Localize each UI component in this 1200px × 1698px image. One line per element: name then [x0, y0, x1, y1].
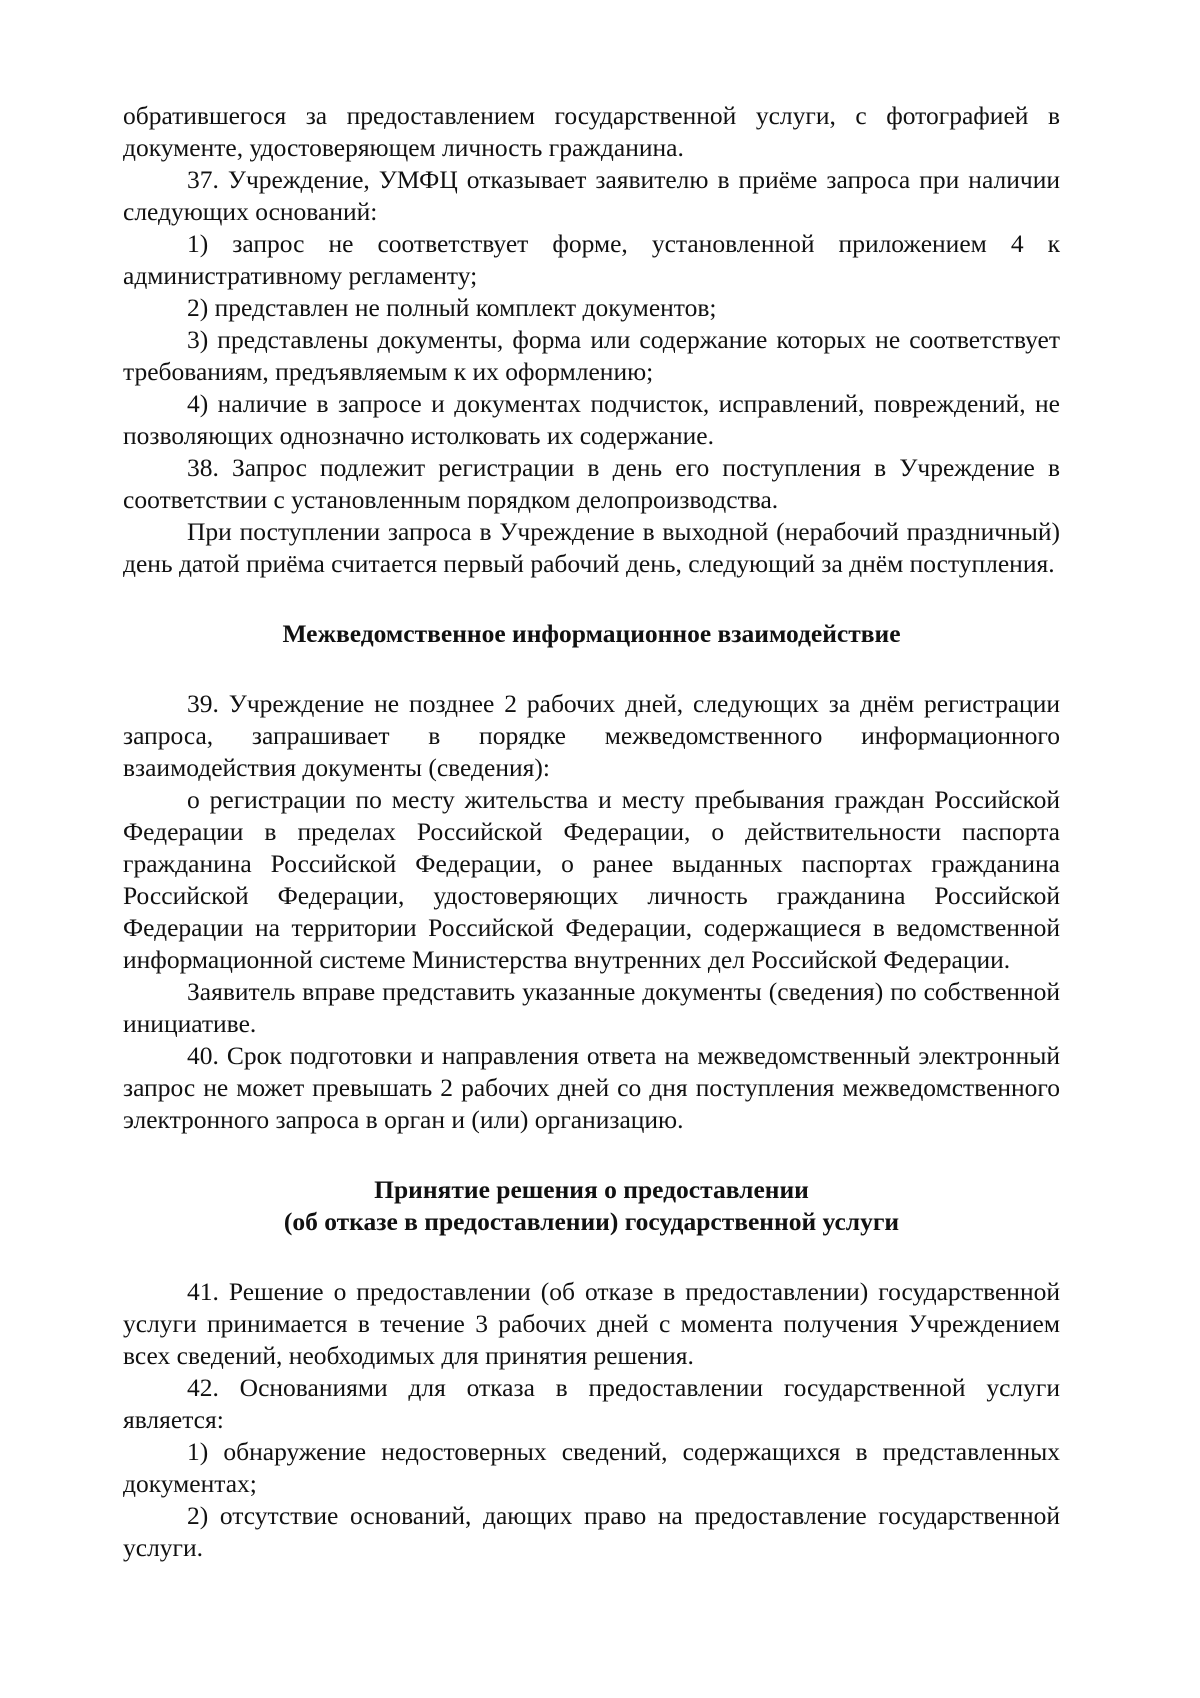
paragraph-37-item-2: 2) представлен не полный комплект документов;	[187, 293, 717, 322]
paragraph-38-holiday: При поступлении запроса в Учреждение в выходной (нерабочий праздничный) день датой приёма считается первый рабочий день, следующий за днём поступления.	[123, 517, 1060, 578]
paragraph-37-item-1: 1) запрос не соответствует форме, установленной приложением 4 к административному регламенту;	[123, 229, 1060, 290]
paragraph-39-applicant: Заявитель вправе представить указанные документы (сведения) по собственной инициативе.	[123, 977, 1060, 1038]
paragraph-37-item-4: 4) наличие в запросе и документах подчисток, исправлений, повреждений, не позволяющих однозначно истолковать их содержание.	[123, 389, 1060, 450]
paragraph-42: 42. Основаниями для отказа в предоставлении государственной услуги является:	[123, 1373, 1060, 1434]
section-interagency	[123, 688, 1060, 1136]
paragraph-39-details: о регистрации по месту жительства и месту пребывания граждан Российской Федерации в пределах Российской Федерации, о действительности паспорта гражданина Российской Федерации, о ранее выданных паспортах гражданина Российской Федерации, удостоверяющих личность гражданина Российской Федерации на территории Российской Федерации, содержащиеся в ведомственной информационной системе Министерства внутренних дел Российской Федерации.	[123, 785, 1060, 974]
section-decision	[123, 1276, 1060, 1564]
section-admission-refusal	[123, 100, 1060, 580]
paragraph-40: 40. Срок подготовки и направления ответа на межведомственный электронный запрос не может превышать 2 рабочих дней со дня поступления межведомственного электронного запроса в орган и (или) организацию.	[123, 1041, 1060, 1134]
paragraph-42-item-2: 2) отсутствие оснований, дающих право на предоставление государственной услуги.	[123, 1501, 1060, 1562]
paragraph-37-item-3: 3) представлены документы, форма или содержание которых не соответствует требованиям, предъявляемым к их оформлению;	[123, 325, 1060, 386]
section-heading-decision	[123, 1174, 1060, 1238]
paragraph-41: 41. Решение о предоставлении (об отказе в предоставлении) государственной услуги принимается в течение 3 рабочих дней с момента получения Учреждением всех сведений, необходимых для принятия решения.	[123, 1277, 1060, 1370]
paragraph: обратившегося за предоставлением государственной услуги, с фотографией в документе, удостоверяющем личность гражданина.	[123, 101, 1060, 162]
paragraph-39: 39. Учреждение не позднее 2 рабочих дней, следующих за днём регистрации запроса, запрашивает в порядке межведомственного информационного взаимодействия документы (сведения):	[123, 689, 1060, 782]
document-page	[123, 100, 1060, 1564]
paragraph-42-item-1: 1) обнаружение недостоверных сведений, содержащихся в представленных документах;	[123, 1437, 1060, 1498]
section-heading-interagency	[123, 618, 1060, 650]
paragraph-38: 38. Запрос подлежит регистрации в день его поступления в Учреждение в соответствии с установленным порядком делопроизводства.	[123, 453, 1060, 514]
heading-line-1: Принятие решения о предоставлении	[374, 1175, 809, 1204]
heading-text: Межведомственное информационное взаимодействие	[282, 619, 901, 648]
paragraph-37: 37. Учреждение, УМФЦ отказывает заявителю в приёме запроса при наличии следующих оснований:	[123, 165, 1060, 226]
heading-line-2: (об отказе в предоставлении) государственной услуги	[283, 1207, 900, 1236]
